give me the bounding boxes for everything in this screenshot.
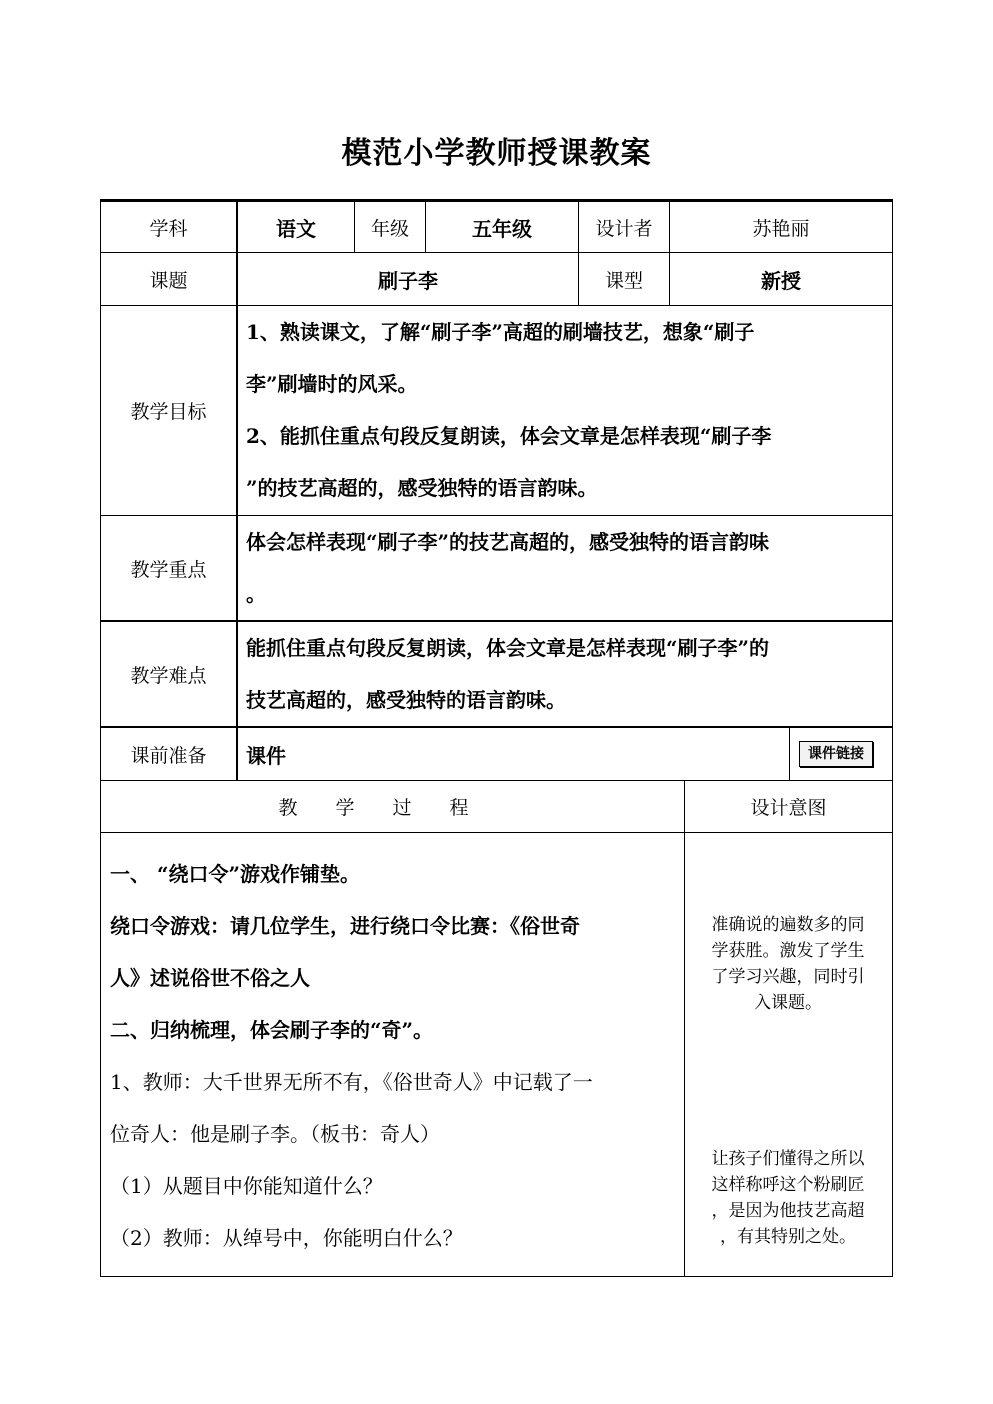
goals-line: 李”刷墙时的风采。 [246,372,418,396]
designer-value: 苏艳丽 [752,217,810,240]
difficulty-line: 能抓住重点句段反复朗读，体会文章是怎样表现“刷子李”的 [246,636,770,660]
grade-label: 年级 [370,217,409,240]
process-line: 二、归纳梳理，体会刷子李的“奇”。 [110,1018,434,1042]
goals-line: ”的技艺高超的，感受独特的语言韵味。 [246,476,598,500]
difficulty-label: 教学难点 [130,664,207,687]
difficulty-text [246,622,769,726]
table-border-right [892,199,893,1277]
col-divider [684,780,685,1277]
intent-note-line: 了学习兴趣，同时引 [711,967,865,987]
subject-label: 学科 [149,217,188,240]
grade-value: 五年级 [472,216,532,241]
designer-label: 设计者 [595,217,653,240]
type-value: 新授 [761,268,801,293]
process-line: 绕口令游戏：请几位学生，进行绕口令比赛：《俗世奇 [110,914,580,938]
intent-header: 设计意图 [750,797,827,819]
courseware-link-button[interactable]: 课件链接 [799,741,873,767]
topic-label: 课题 [149,269,188,292]
col-divider [789,727,790,781]
goals-line: 1、熟读课文，了解“刷子李”高超的刷墙技艺，想象“刷子 [246,320,755,344]
subject-value: 语文 [276,216,316,241]
intent-note-line: 学获胜。激发了学生 [711,941,865,961]
goals-text [246,306,771,514]
intent-note-line: 准确说的遍数多的同 [711,915,865,935]
prep-value: 课件 [246,743,286,768]
intent-note-line: ，是因为他技艺高超 [711,1201,865,1221]
process-header [101,781,684,832]
process-line: （1）从题目中你能知道什么？ [110,1174,383,1198]
goals-line: 2、能抓住重点句段反复朗读，体会文章是怎样表现“刷子李 [246,424,772,448]
document-title: 模范小学教师授课教案 [341,136,652,171]
process-line: 1、教师：大千世界无所不有，《俗世奇人》中记载了一 [110,1070,593,1094]
type-label: 课型 [604,269,643,292]
process-header-label: 教学过程 [278,797,507,819]
intent-note-line: 这样称呼这个粉刷匠 [711,1175,865,1195]
key-point-line: 。 [246,582,266,606]
intent-note-line: ，有其特别之处。 [720,1227,856,1247]
key-point-line: 体会怎样表现“刷子李”的技艺高超的，感受独特的语言韵味 [246,530,770,554]
process-line: 人》述说俗世不俗之人 [110,966,310,990]
key-point-label: 教学重点 [130,558,207,581]
process-line: 位奇人：他是刷子李。（板书：奇人） [110,1122,440,1146]
key-point-text [246,516,769,620]
intent-note [688,912,888,1016]
table-border-bottom [100,1276,893,1277]
intent-note-line: 让孩子们懂得之所以 [711,1149,865,1169]
intent-note-line: 入课题。 [754,993,822,1013]
goals-label: 教学目标 [130,401,207,423]
process-line: （2）教师：从绰号中，你能明白什么？ [110,1226,463,1250]
topic-value: 刷子李 [378,268,438,293]
process-line: 一、 “绕口令”游戏作铺垫。 [110,862,360,886]
row-divider [100,832,893,833]
difficulty-line: 技艺高超的，感受独特的语言韵味。 [246,688,566,712]
intent-note [688,1146,888,1250]
prep-label: 课前准备 [130,744,207,767]
process-content [110,848,680,1264]
